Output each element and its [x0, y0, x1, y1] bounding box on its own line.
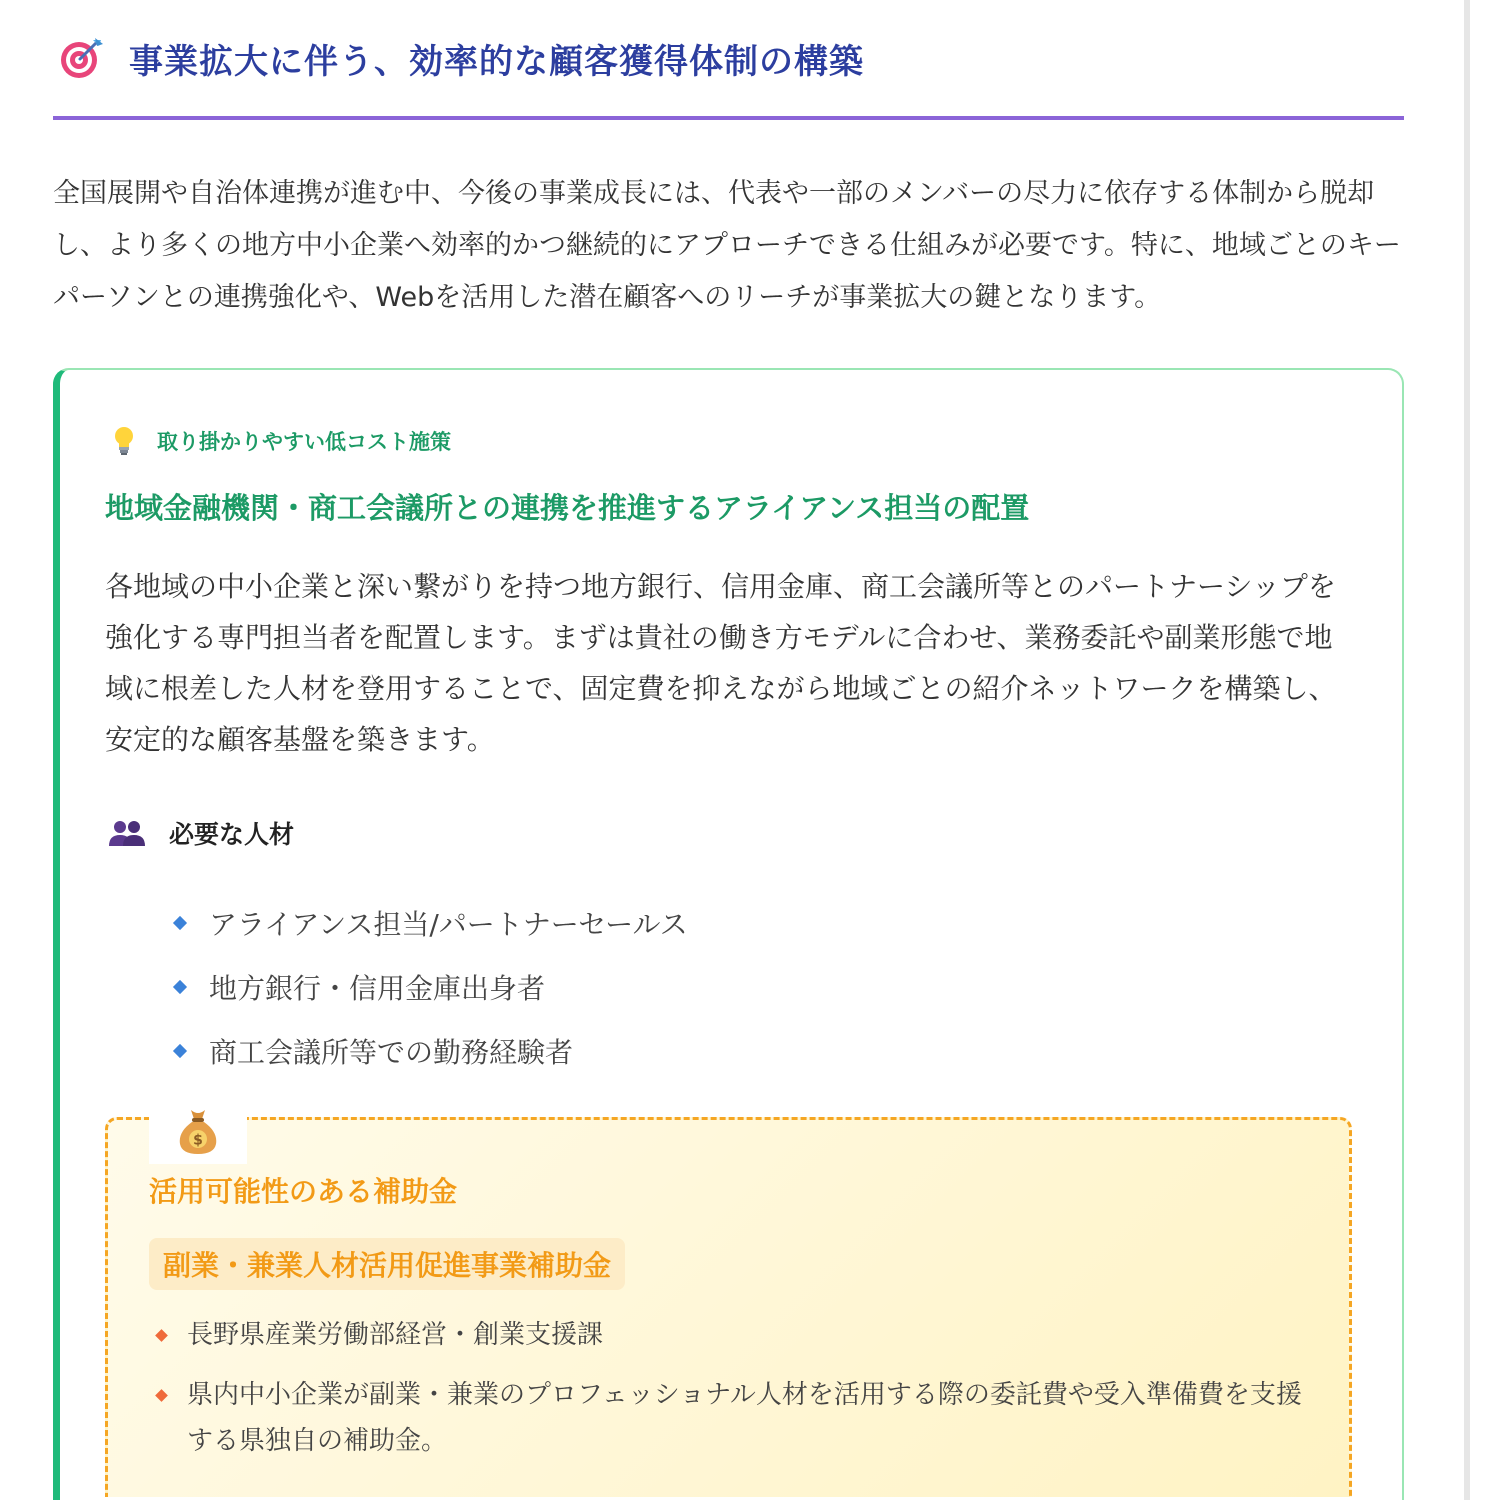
section-header	[53, 0, 1404, 120]
list-item-text: 長野県産業労働部経営・創業支援課	[187, 1320, 604, 1350]
strategy-card	[53, 368, 1404, 1500]
subsidy-box	[105, 1117, 1352, 1497]
talent-label: 必要な人材	[169, 820, 295, 849]
list-item-text: 商工会議所等での勤務経験者	[209, 1036, 574, 1069]
list-item-text: 地方銀行・信用金庫出身者	[209, 972, 546, 1005]
bullet-diamond-icon	[155, 1389, 168, 1402]
card-description: 各地域の中小企業と深い繋がりを持つ地方銀行、信用金庫、商工会議所等とのパートナーシップを強化する専門担当者を配置します。まずは貴社の働き方モデルに合わせ、業務委託や副業形態で地域に根差した人材を登用することで、固定費を抑えながら地域ごとの紹介ネットワークを構築し、安定的な顧客基盤を築きます。	[105, 570, 1337, 756]
scrollbar[interactable]	[1464, 0, 1470, 1500]
svg-text:$: $	[193, 1132, 203, 1149]
list-item	[157, 1372, 1309, 1464]
bullet-diamond-icon	[155, 1329, 168, 1342]
subsidy-name-badge: 副業・兼業人材活用促進事業補助金	[149, 1238, 625, 1290]
tag-row	[113, 426, 1357, 456]
bullet-diamond-icon	[173, 916, 187, 930]
subsidy-title: 活用可能性のある補助金	[149, 1175, 458, 1208]
lightbulb-icon	[113, 426, 135, 456]
page-title: 事業拡大に伴う、効率的な顧客獲得体制の構築	[129, 41, 864, 82]
card-heading: 地域金融機関・商工会議所との連携を推進するアライアンス担当の配置	[105, 491, 1030, 525]
bullet-diamond-icon	[173, 980, 187, 994]
subsidy-list	[157, 1312, 1309, 1464]
talent-list	[175, 891, 1357, 1083]
target-dart-icon	[59, 36, 103, 80]
tag-label: 取り掛かりやすい低コスト施策	[157, 430, 451, 454]
list-item	[157, 1312, 1309, 1358]
list-item-text: アライアンス担当/パートナーセールス	[209, 908, 688, 941]
list-item	[175, 1019, 1357, 1083]
list-item	[175, 955, 1357, 1019]
list-item-text: 県内中小企業が副業・兼業のプロフェッショナル人材を活用する際の委託費や受入準備費を支援する県独自の補助金。	[187, 1380, 1302, 1456]
money-bag-icon	[174, 1106, 222, 1156]
money-bag-badge	[149, 1104, 247, 1164]
people-icon	[107, 819, 147, 847]
list-item	[175, 891, 1357, 955]
bullet-diamond-icon	[173, 1044, 187, 1058]
intro-paragraph: 全国展開や自治体連携が進む中、今後の事業成長には、代表や一部のメンバーの尽力に依存する体制から脱却し、より多くの地方中小企業へ効率的かつ継続的にアプローチできる仕組みが必要です。特に、地域ごとのキーパーソンとの連携強化や、Webを活用した潜在顧客へのリーチが事業拡大の鍵となります。	[53, 178, 1401, 313]
talent-header	[105, 815, 1357, 851]
main-content	[53, 0, 1404, 1500]
